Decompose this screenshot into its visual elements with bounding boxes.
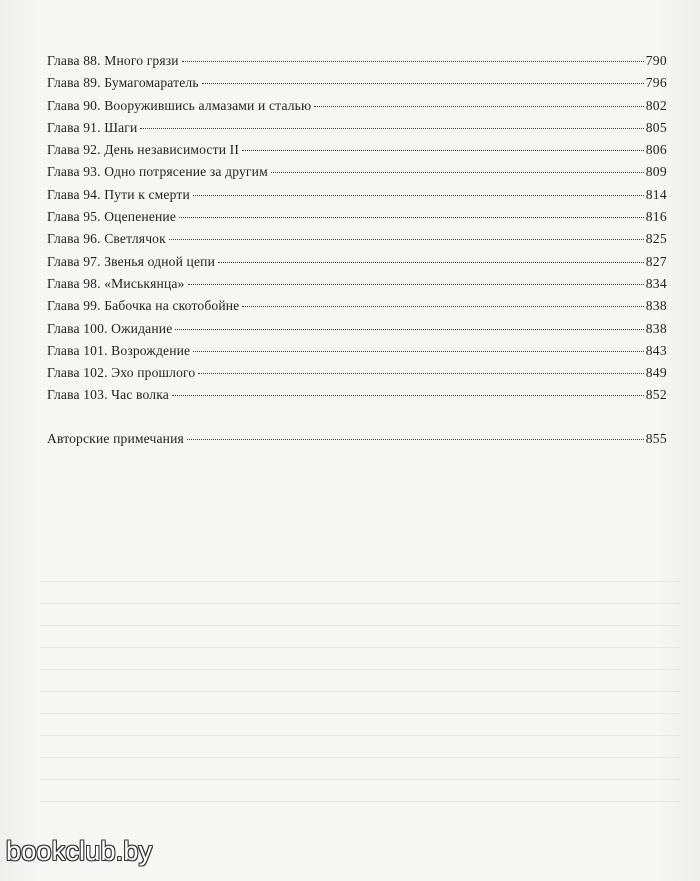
toc-entry-page: 805 xyxy=(645,119,667,135)
dot-leader xyxy=(198,373,643,374)
dot-leader xyxy=(242,150,644,151)
dot-leader xyxy=(169,239,644,240)
toc-entry xyxy=(47,384,667,406)
toc-entry-page: 802 xyxy=(645,97,667,113)
toc-entry xyxy=(47,50,667,72)
dot-leader xyxy=(188,284,644,285)
toc-entry xyxy=(47,206,667,228)
toc-entry-title: Глава 98. «Миськянца» xyxy=(47,275,185,291)
toc-entry-page: 806 xyxy=(645,142,667,158)
toc-entry-title: Глава 95. Оцепенение xyxy=(47,209,177,225)
toc-entry-title: Глава 91. Шаги xyxy=(47,119,138,135)
toc-entry-title: Глава 100. Ожидание xyxy=(47,320,173,336)
toc-entry xyxy=(47,340,667,362)
toc-entry xyxy=(47,362,667,384)
toc-entry-page: 834 xyxy=(645,275,667,291)
toc-entry-title: Глава 103. Час волка xyxy=(47,387,169,403)
toc-entry-page: 796 xyxy=(645,75,667,91)
toc-entry-title: Глава 90. Вооружившись алмазами и сталью xyxy=(47,97,312,113)
toc-entry-title: Глава 99. Бабочка на скотобойне xyxy=(47,298,240,314)
toc-entry xyxy=(47,161,667,183)
toc-entry-author-notes xyxy=(47,428,667,450)
toc-entry-title: Глава 92. День независимости II xyxy=(47,142,240,158)
toc-entry xyxy=(47,139,667,161)
dot-leader xyxy=(175,329,643,330)
dot-leader xyxy=(187,439,644,440)
toc-entry-page: 827 xyxy=(645,253,667,269)
dot-leader xyxy=(202,83,644,84)
toc-entry-title: Глава 94. Пути к смерти xyxy=(47,186,190,202)
toc-entry-page: 843 xyxy=(645,342,667,358)
toc-entry xyxy=(47,251,667,273)
dot-leader xyxy=(179,217,644,218)
toc-entry-title: Глава 96. Светлячок xyxy=(47,231,166,247)
toc-entry-page: 814 xyxy=(645,186,667,202)
toc-entry-page: 809 xyxy=(645,164,667,180)
toc-entry-title: Глава 88. Много грязи xyxy=(47,53,179,68)
toc-entry-page: 816 xyxy=(645,209,667,225)
toc-entry xyxy=(47,228,667,250)
toc-entry-page: 855 xyxy=(645,430,667,446)
toc-entry-title: Глава 101. Возрождение xyxy=(47,342,191,358)
dot-leader xyxy=(218,262,644,263)
dot-leader xyxy=(271,172,644,173)
toc-entry xyxy=(47,318,667,340)
toc-entry xyxy=(47,117,667,139)
dot-leader xyxy=(172,395,644,396)
toc-entry-page: 790 xyxy=(645,53,667,68)
show-through-text xyxy=(40,560,680,860)
toc-entry-title: Авторские примечания xyxy=(47,430,184,446)
table-of-contents xyxy=(47,50,667,450)
dot-leader xyxy=(193,195,644,196)
toc-entry xyxy=(47,95,667,117)
dot-leader xyxy=(140,128,643,129)
dot-leader xyxy=(182,61,644,62)
toc-entry xyxy=(47,273,667,295)
toc-entry-page: 838 xyxy=(645,298,667,314)
toc-entry xyxy=(47,72,667,94)
toc-entry-page: 849 xyxy=(645,365,667,381)
dot-leader xyxy=(193,351,643,352)
dot-leader xyxy=(314,106,643,107)
toc-entry xyxy=(47,184,667,206)
watermark-logo: bookclub.by xyxy=(6,836,153,866)
toc-entry-title: Глава 93. Одно потрясение за другим xyxy=(47,164,268,180)
toc-entry-title: Глава 89. Бумагомаратель xyxy=(47,75,199,91)
toc-entry-page: 838 xyxy=(645,320,667,336)
toc-entry xyxy=(47,295,667,317)
toc-entry-page: 825 xyxy=(645,231,667,247)
toc-entry-page: 852 xyxy=(645,387,667,403)
toc-entry-title: Глава 97. Звенья одной цепи xyxy=(47,253,215,269)
dot-leader xyxy=(242,306,643,307)
toc-entry-title: Глава 102. Эхо прошлого xyxy=(47,365,196,381)
